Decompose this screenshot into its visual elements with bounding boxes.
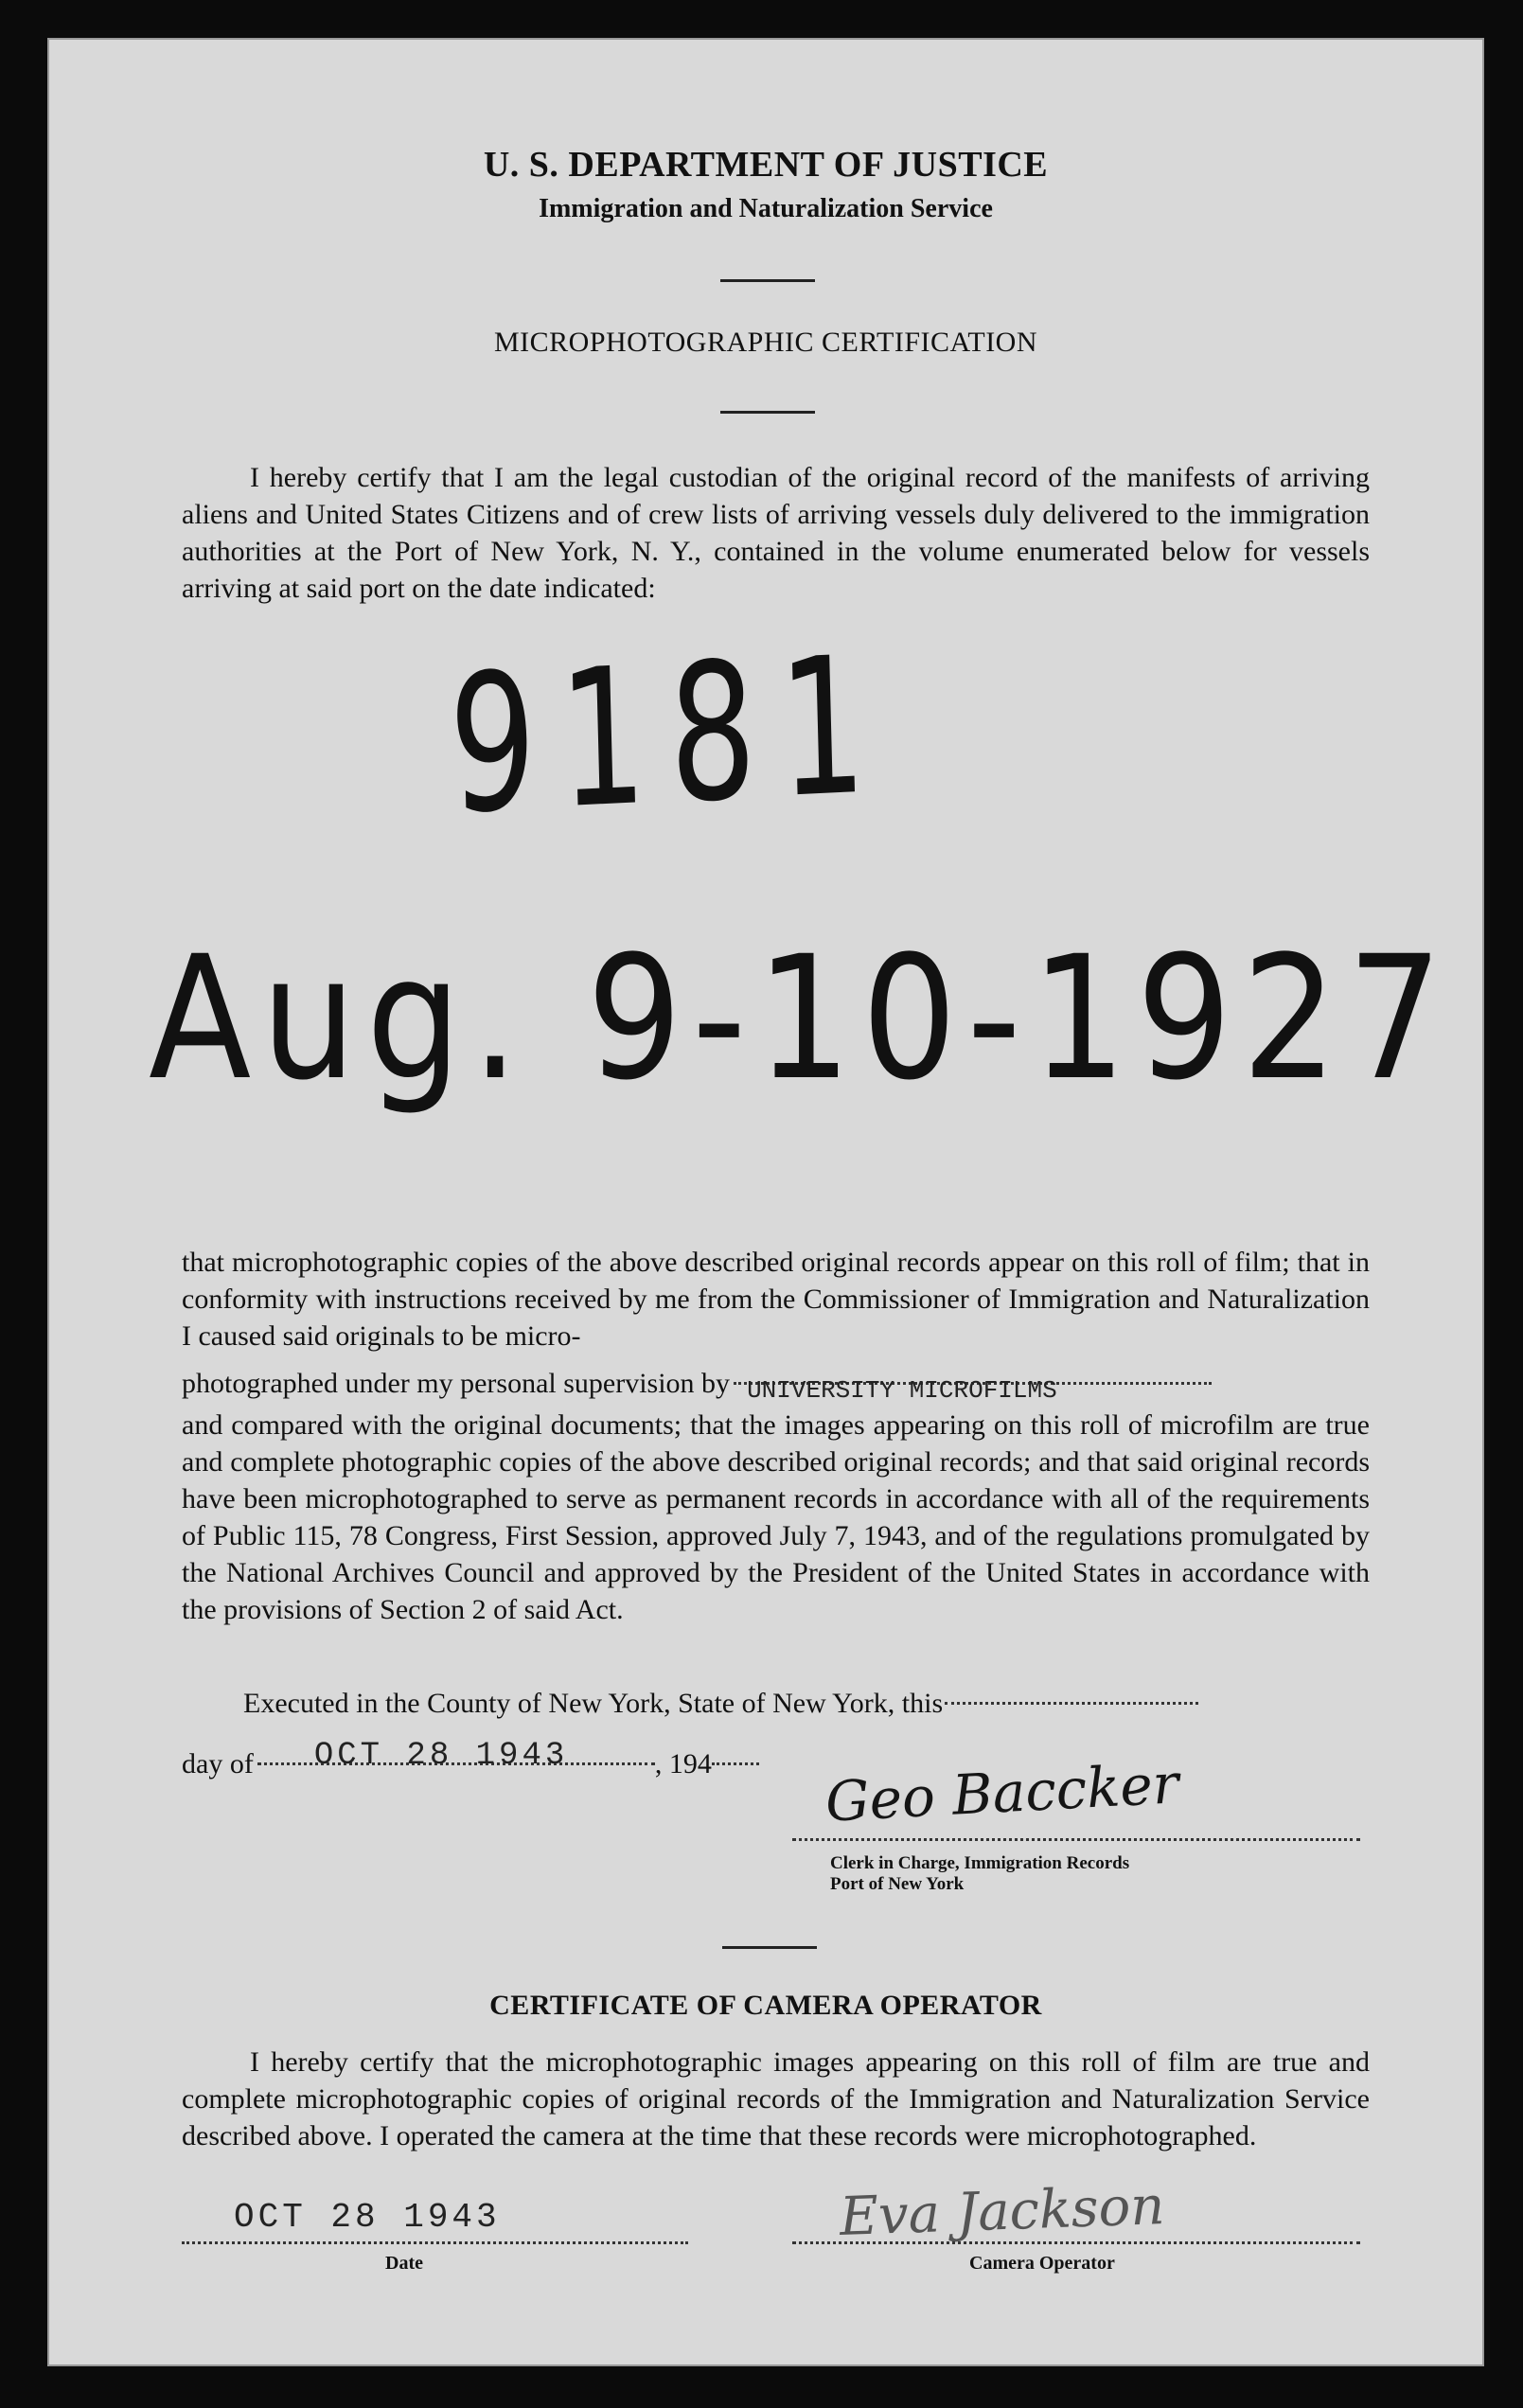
camera-operator-label: Camera Operator — [969, 2253, 1115, 2274]
divider-top — [720, 279, 815, 282]
service-subheading: Immigration and Naturalization Service — [539, 194, 993, 223]
photographer-line — [182, 1365, 1370, 1405]
day-of-label: day of — [182, 1748, 254, 1779]
date-label: Date — [385, 2253, 423, 2274]
photographer-dotted-line — [734, 1376, 1212, 1405]
certificate-sheet — [47, 38, 1484, 2366]
day-of-stamp: OCT 28 1943 — [313, 1738, 569, 1774]
certification-paragraph-2a: that microphotographic copies of the above described original records appear on this roll of film; that in conformity with instructions received by me from the Commissioner of Immigration and Naturalization I caused said originals to be micro- — [182, 1247, 1370, 1352]
divider-third — [722, 1946, 817, 1949]
operator-signature-line — [792, 2241, 1360, 2244]
camera-operator-paragraph: I hereby certify that the microphotographic images appearing on this roll of film are true and complete microphotographic copies of original records of the Immigration and Naturalization Service described above. I operated the camera at the time that these records were microphotographed. — [182, 2046, 1370, 2151]
handwritten-volume-number: 9181 — [447, 614, 892, 857]
day-of-dotted-line — [257, 1738, 655, 1774]
certification-title: MICROPHOTOGRAPHIC CERTIFICATION — [493, 327, 1038, 358]
certification-paragraph-2c: and compared with the original documents; that the images appearing on this roll of microfilm are true and complete photographic copies of the above described original records; and that said original records have been microphotographed to serve as permanent records in accordance with all of the requirements of Public 115, 78 Congress, First Session, approved July 7, 1943, and of the regulations promulgated by the National Archives Council and approved by the President of the United States in accordance with the provisions of Section 2 of said Act. — [182, 1409, 1370, 1625]
photographer-lead-text: photographed under my personal supervision by — [182, 1368, 731, 1399]
year-dotted-line — [712, 1762, 759, 1765]
clerk-title-line-2: Port of New York — [830, 1874, 965, 1894]
certification-paragraph-1: I hereby certify that I am the legal custodian of the original record of the manifests of arriving aliens and United States Citizens and of crew lists of arriving vessels duly delivered to the immigration authorities at the Port of New York, N. Y., contained in the volume enumerated below for vessels arriving at said port on the date indicated: — [182, 462, 1370, 604]
handwritten-volume-date: Aug. 9-10-1927 — [149, 920, 1453, 1118]
date-dotted-line — [182, 2241, 688, 2244]
clerk-signature-line — [792, 1838, 1360, 1841]
executed-line — [243, 1685, 1370, 1722]
operator-signature: Eva Jackson — [838, 2175, 1166, 2248]
camera-operator-title: CERTIFICATE OF CAMERA OPERATOR — [489, 1990, 1042, 2021]
clerk-title-line-1: Clerk in Charge, Immigration Records — [830, 1853, 1130, 1873]
executed-text: Executed in the County of New York, State of New York, this — [243, 1688, 944, 1719]
year-suffix: , 194 — [654, 1748, 712, 1779]
day-of-line — [182, 1738, 759, 1782]
photographer-typed: UNIVERSITY MICROFILMS — [747, 1376, 1057, 1405]
clerk-signature: Geo Baccker — [823, 1751, 1180, 1834]
department-heading: U. S. DEPARTMENT OF JUSTICE — [483, 145, 1049, 185]
executed-dotted-line — [945, 1702, 1198, 1705]
operator-date-stamp: OCT 28 1943 — [234, 2198, 501, 2237]
divider-second — [720, 411, 815, 414]
